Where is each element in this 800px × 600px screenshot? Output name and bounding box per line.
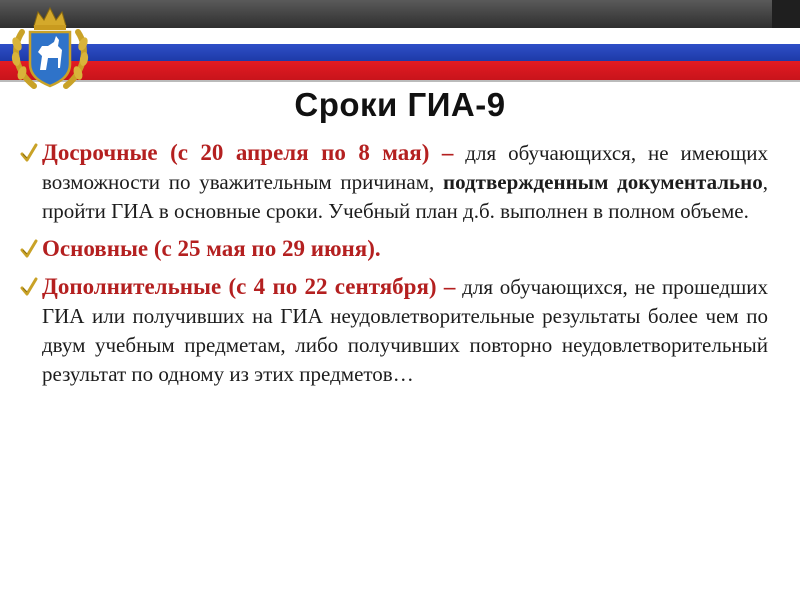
stripe-blue (0, 44, 800, 61)
item-heading-main: Основные (с 25 мая по 29 июня). (42, 236, 381, 261)
check-mark-icon (20, 143, 38, 163)
stripe-shadow (0, 80, 800, 82)
item-text-early-2: , пройти ГИА в основные сроки. Учебный план д.б. выполнен в полном объеме. (42, 170, 768, 223)
list-item-main (40, 234, 768, 264)
item-text-early-bold: подтвержденным документально (443, 170, 763, 194)
content-list (40, 138, 768, 397)
slide-title: Сроки ГИА-9 (294, 86, 506, 123)
top-bar (0, 0, 800, 28)
item-heading-early: Досрочные (с 20 апреля по 8 мая) – (42, 140, 454, 165)
top-bar-edge (772, 0, 800, 28)
check-mark-icon (20, 277, 38, 297)
item-text-early-1: для обучающихся, не имеющих возможности по уважительным причинам, (42, 141, 768, 194)
check-mark-icon (20, 239, 38, 259)
item-text-additional: для обучающихся, не прошедших ГИА или получивших на ГИА неудовлетворительные результаты более чем по двум учебным предметам, либо получивших повторно неудовлетворительный результат по одному из этих предметов… (42, 275, 768, 386)
stripe-white (0, 30, 800, 44)
flag-stripes (0, 30, 800, 82)
item-heading-additional: Дополнительные (с 4 по 22 сентября) – (42, 274, 456, 299)
stripe-red (0, 61, 800, 80)
list-item-additional (40, 272, 768, 389)
samara-coat-of-arms-icon (4, 2, 96, 94)
list-item-early (40, 138, 768, 226)
